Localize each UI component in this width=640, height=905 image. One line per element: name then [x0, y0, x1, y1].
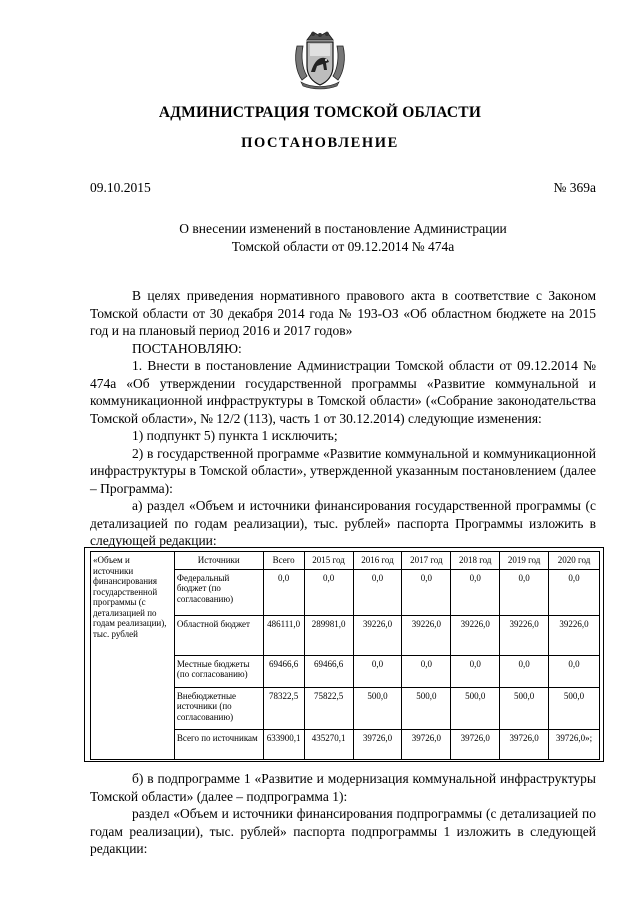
- table-value-cell: 500,0: [500, 687, 549, 729]
- table-value-cell: 0,0: [500, 655, 549, 687]
- table-value-cell: 69466,6: [304, 655, 353, 687]
- table-value-cell: 0,0: [402, 655, 451, 687]
- body-lower: [90, 770, 596, 858]
- table-value-cell: 500,0: [549, 687, 600, 729]
- table-header-cell: 2015 год: [304, 552, 353, 570]
- table-value-cell: 39726,0: [500, 729, 549, 759]
- table-value-cell: 39726,0: [451, 729, 500, 759]
- title-line-2: Томской области от 09.12.2014 № 474а: [231, 239, 455, 254]
- table-value-cell: 39226,0: [353, 615, 402, 655]
- table-value-cell: 75822,5: [304, 687, 353, 729]
- table-header-cell: 2019 год: [500, 552, 549, 570]
- paragraph-item-1: 1. Внести в постановление Администрации Томской области от 09.12.2014 № 474а «Об утверждении государственной программы «Развитие коммунальной и коммуникационной инфраструктуры в Томской области» («Собрание законодательства Томской области», № 12/2 (113), часть 1 от 30.12.2014) следующие изменения:: [90, 358, 596, 426]
- financing-table: [90, 551, 600, 760]
- table-header-row: [91, 552, 600, 570]
- table-value-cell: 39226,0: [451, 615, 500, 655]
- table-value-cell: 0,0: [500, 569, 549, 615]
- paragraph-subitem-b: б) в подпрограмме 1 «Развитие и модернизация коммунальной инфраструктуры Томской области» (далее – подпрограмма 1):: [90, 771, 596, 804]
- table-header-cell: 2018 год: [451, 552, 500, 570]
- table-value-cell: 39726,0»;: [549, 729, 600, 759]
- table-value-cell: 39226,0: [549, 615, 600, 655]
- table-value-cell: 0,0: [402, 569, 451, 615]
- table-value-cell: 0,0: [304, 569, 353, 615]
- document-number: № 369а: [553, 180, 596, 195]
- table-value-cell: 0,0: [451, 569, 500, 615]
- table-value-cell: 486111,0: [263, 615, 304, 655]
- table-value-cell: 0,0: [549, 655, 600, 687]
- paragraph-preamble: В целях приведения нормативного правового акта в соответствие с Законом Томской области от 30 декабря 2014 года № 193-ОЗ «Об областном бюджете на 2015 год и на плановый период 2016 и 2017 годов»: [90, 288, 596, 338]
- document-date: 09.10.2015: [90, 180, 151, 195]
- table-row-label: «Объем и источники финансирования государственной программы (с детализацией по годам реализации), тыс. рублей: [91, 552, 175, 760]
- paragraph-decree: ПОСТАНОВЛЯЮ:: [132, 340, 242, 356]
- document-type: ПОСТАНОВЛЕНИЕ: [241, 135, 399, 151]
- organization-title: АДМИНИСТРАЦИЯ ТОМСКОЙ ОБЛАСТИ: [158, 104, 482, 121]
- table-value-cell: 500,0: [402, 687, 451, 729]
- title-line-1: О внесении изменений в постановление Администрации: [179, 221, 507, 236]
- paragraph-subitem-a: а) раздел «Объем и источники финансирования государственной программы (с детализацией по годам реализации), тыс. рублей» паспорта Программы изложить в следующей редакции:: [90, 498, 596, 548]
- table-value-cell: 78322,5: [263, 687, 304, 729]
- table-value-cell: 0,0: [549, 569, 600, 615]
- table-source-cell: Местные бюджеты (по согласованию): [174, 655, 263, 687]
- document-title: [90, 220, 596, 256]
- table-header-cell: 2020 год: [549, 552, 600, 570]
- table-value-cell: 500,0: [353, 687, 402, 729]
- paragraph-subitem-1: 1) подпункт 5) пункта 1 исключить;: [132, 428, 338, 443]
- table-value-cell: 39226,0: [500, 615, 549, 655]
- table-source-cell: Внебюджетные источники (по согласованию): [174, 687, 263, 729]
- paragraph-section: раздел «Объем и источники финансирования подпрограммы (с детализацией по годам реализации), тыс. рублей» паспорта подпрограммы 1 изложить в следующей редакции:: [90, 806, 596, 856]
- table-value-cell: 633900,1: [263, 729, 304, 759]
- table-value-cell: 39726,0: [353, 729, 402, 759]
- table-value-cell: 435270,1: [304, 729, 353, 759]
- table-header-cell: Источники: [174, 552, 263, 570]
- table-value-cell: 0,0: [263, 569, 304, 615]
- body-upper: [90, 287, 596, 550]
- table-value-cell: 69466,6: [263, 655, 304, 687]
- table-header-cell: 2016 год: [353, 552, 402, 570]
- table-value-cell: 39726,0: [402, 729, 451, 759]
- paragraph-subitem-2: 2) в государственной программе «Развитие коммунальной и коммуникационной инфраструктуры в Томской области», утвержденной указанным постановлением (далее – Программа):: [90, 445, 596, 496]
- table-value-cell: 39226,0: [402, 615, 451, 655]
- table-source-cell: Федеральный бюджет (по согласованию): [174, 569, 263, 615]
- table-source-cell: Областной бюджет: [174, 615, 263, 655]
- table-value-cell: 0,0: [353, 655, 402, 687]
- table-value-cell: 0,0: [353, 569, 402, 615]
- table-value-cell: 0,0: [451, 655, 500, 687]
- table-value-cell: 289981,0: [304, 615, 353, 655]
- table-value-cell: 500,0: [451, 687, 500, 729]
- table-header-cell: Всего: [263, 552, 304, 570]
- table-header-cell: 2017 год: [402, 552, 451, 570]
- table-source-cell: Всего по источникам: [174, 729, 263, 759]
- coat-of-arms-emblem: [293, 26, 347, 90]
